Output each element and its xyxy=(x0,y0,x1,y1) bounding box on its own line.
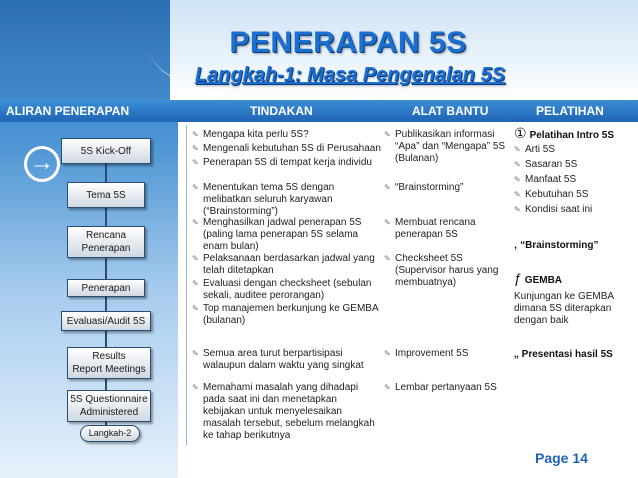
list-item xyxy=(192,253,382,277)
numbered-bullet-icon: „ xyxy=(514,344,519,360)
doc-bullet-icon: ✎ xyxy=(192,279,199,288)
doc-bullet-icon: ✎ xyxy=(384,349,391,358)
list-item xyxy=(192,382,382,442)
doc-bullet-icon: ✎ xyxy=(384,383,391,392)
list-item xyxy=(514,189,636,201)
header-aliran: ALIRAN PENERAPAN xyxy=(6,104,130,118)
flow-step-results xyxy=(67,347,151,379)
slide-subtitle: Langkah-1: Masa Pengenalan 5S xyxy=(194,64,506,86)
pelatihan-title: Pelatihan Intro 5S xyxy=(529,130,615,141)
doc-bullet-icon: ✎ xyxy=(192,158,199,167)
tindakan-group-5 xyxy=(192,348,382,373)
doc-bullet-icon: ✎ xyxy=(384,254,391,263)
tindakan-group-1 xyxy=(192,129,382,170)
pelatihan-text: Kunjungan ke GEMBA dimana 5S diterapkan dengan baik xyxy=(514,291,614,326)
flow-step-langkah2 xyxy=(80,425,140,442)
flow-step-penerapan xyxy=(67,279,145,297)
pelatihan-list xyxy=(514,144,636,216)
flow-step-label: Penerapan xyxy=(81,282,131,294)
doc-bullet-icon: ✎ xyxy=(192,218,199,227)
pelatihan-group-1 xyxy=(514,127,636,217)
alat-text: Improvement 5S xyxy=(395,348,469,359)
flow-step-label: Langkah-2 xyxy=(88,428,132,438)
column-divider xyxy=(186,125,187,445)
flow-step-label: Tema 5S xyxy=(86,189,126,201)
numbered-bullet-icon: ƒ xyxy=(514,270,522,286)
list-item xyxy=(514,174,636,186)
tindakan-text: Pelaksanaan berdasarkan jadwal yang telah ditetapkan xyxy=(203,253,375,276)
pelatihan-heading xyxy=(514,272,636,287)
column-header-bar xyxy=(0,100,638,122)
list-item xyxy=(384,348,510,360)
page-number: Page 14 xyxy=(535,450,588,466)
list-item xyxy=(384,129,510,165)
circle-arrow-icon: → xyxy=(24,146,60,182)
alat-item-5 xyxy=(384,348,510,361)
flow-step-label: Evaluasi/Audit 5S xyxy=(66,315,146,327)
alat-text: Lembar pertanyaan 5S xyxy=(395,382,497,393)
flow-step-label: 5S Kick-Off xyxy=(80,145,132,157)
list-item xyxy=(192,157,382,169)
tindakan-text: Semua area turut berpartisipasi walaupun dalam waktu yang singkat xyxy=(203,348,364,371)
tindakan-text: Menghasilkan jadwal penerapan 5S (paling lama penerapan 5S selama enam bulan) xyxy=(203,217,362,252)
tindakan-group-2 xyxy=(192,182,382,219)
doc-bullet-icon: ✎ xyxy=(514,145,521,154)
alat-item-2 xyxy=(384,182,510,195)
tindakan-text: Memahami masalah yang dihadapi pada saat ini dan menetapkan kebijakan untuk menyelesaikan masalah tersebut, sebelum melangkah ke tahap berikutnya xyxy=(203,382,375,441)
doc-bullet-icon: ✎ xyxy=(384,218,391,227)
alat-text: “Brainstorming” xyxy=(395,182,464,193)
flow-step-label: Results xyxy=(92,351,126,362)
pelatihan-title: Presentasi hasil 5S xyxy=(521,349,613,360)
tindakan-group-4 xyxy=(192,253,382,328)
list-item xyxy=(514,204,636,216)
tindakan-text: Penerapan 5S di tempat kerja individu xyxy=(203,157,372,168)
pelatihan-heading xyxy=(514,346,636,361)
header-alat: ALAT BANTU xyxy=(412,104,489,118)
pelatihan-heading xyxy=(514,127,636,142)
numbered-bullet-icon: ‚ xyxy=(514,235,518,251)
pelatihan-text: Kebutuhan 5S xyxy=(525,189,589,200)
flow-step-label: Report Meetings xyxy=(72,364,146,375)
pelatihan-text: Arti 5S xyxy=(525,144,556,155)
flow-step-evaluasi xyxy=(61,311,151,331)
pelatihan-text: Kondisi saat ini xyxy=(525,204,593,215)
doc-bullet-icon: ✎ xyxy=(192,183,199,192)
tindakan-text: Mengapa kita perlu 5S? xyxy=(203,129,309,140)
alat-item-3 xyxy=(384,217,510,242)
tindakan-text: Evaluasi dengan checksheet (sebulan sekali, auditee perorangan) xyxy=(203,278,372,301)
alat-item-4 xyxy=(384,253,510,290)
doc-bullet-icon: ✎ xyxy=(514,160,521,169)
list-item xyxy=(384,182,510,194)
pelatihan-group-3 xyxy=(514,272,636,327)
alat-item-1 xyxy=(384,129,510,166)
tindakan-text: Menentukan tema 5S dengan melibatkan seluruh karyawan (“Brainstorming”) xyxy=(203,182,335,217)
flow-step-kickoff xyxy=(61,138,151,164)
doc-bullet-icon: ✎ xyxy=(192,349,199,358)
flow-step-label: Administered xyxy=(79,407,139,418)
tindakan-group-6 xyxy=(192,382,382,443)
alat-text: Checksheet 5S (Supervisor harus yang membuatnya) xyxy=(395,253,499,288)
flow-step-label: Rencana xyxy=(85,230,127,241)
list-item xyxy=(384,253,510,289)
list-item xyxy=(192,278,382,302)
doc-bullet-icon: ✎ xyxy=(192,383,199,392)
list-item xyxy=(384,382,510,394)
numbered-bullet-icon: ① xyxy=(514,125,527,141)
alat-text: Publikasikan informasi “Apa” dan “Mengapa” 5S (Bulanan) xyxy=(395,129,506,164)
pelatihan-group-2 xyxy=(514,237,636,252)
flow-step-questionnaire xyxy=(67,390,151,422)
doc-bullet-icon: ✎ xyxy=(192,130,199,139)
pelatihan-text: Manfaat 5S xyxy=(525,174,577,185)
doc-bullet-icon: ✎ xyxy=(192,144,199,153)
list-item xyxy=(192,143,382,155)
doc-bullet-icon: ✎ xyxy=(514,205,521,214)
tindakan-group-3 xyxy=(192,217,382,254)
doc-bullet-icon: ✎ xyxy=(192,254,199,263)
list-item xyxy=(192,129,382,141)
flow-step-tema xyxy=(67,182,145,208)
list-item xyxy=(192,217,382,253)
pelatihan-heading xyxy=(514,237,636,252)
flow-step-rencana xyxy=(67,226,145,258)
alat-item-6 xyxy=(384,382,510,395)
pelatihan-title: “Brainstorming” xyxy=(520,240,599,251)
list-item xyxy=(384,217,510,241)
list-item xyxy=(192,182,382,218)
doc-bullet-icon: ✎ xyxy=(514,175,521,184)
doc-bullet-icon: ✎ xyxy=(384,183,391,192)
pelatihan-text: Sasaran 5S xyxy=(525,159,578,170)
list-item xyxy=(514,144,636,156)
tindakan-text: Mengenali kebutuhan 5S di Perusahaan xyxy=(203,143,381,154)
slide-title: PENERAPAN 5S xyxy=(229,26,467,59)
tindakan-text: Top manajemen berkunjung ke GEMBA (bulanan) xyxy=(203,303,379,326)
header-tindakan: TINDAKAN xyxy=(250,104,313,118)
doc-bullet-icon: ✎ xyxy=(514,190,521,199)
doc-bullet-icon: ✎ xyxy=(192,304,199,313)
pelatihan-group-4 xyxy=(514,346,636,361)
flow-step-label: Penerapan xyxy=(81,243,131,254)
list-item xyxy=(514,159,636,171)
header-pelatihan: PELATIHAN xyxy=(536,104,604,118)
alat-text: Membuat rencana penerapan 5S xyxy=(395,217,476,240)
pelatihan-title: GEMBA xyxy=(524,275,563,286)
list-item xyxy=(192,303,382,327)
flow-step-label: 5S Questionnaire xyxy=(70,394,148,405)
list-item xyxy=(192,348,382,372)
doc-bullet-icon: ✎ xyxy=(384,130,391,139)
